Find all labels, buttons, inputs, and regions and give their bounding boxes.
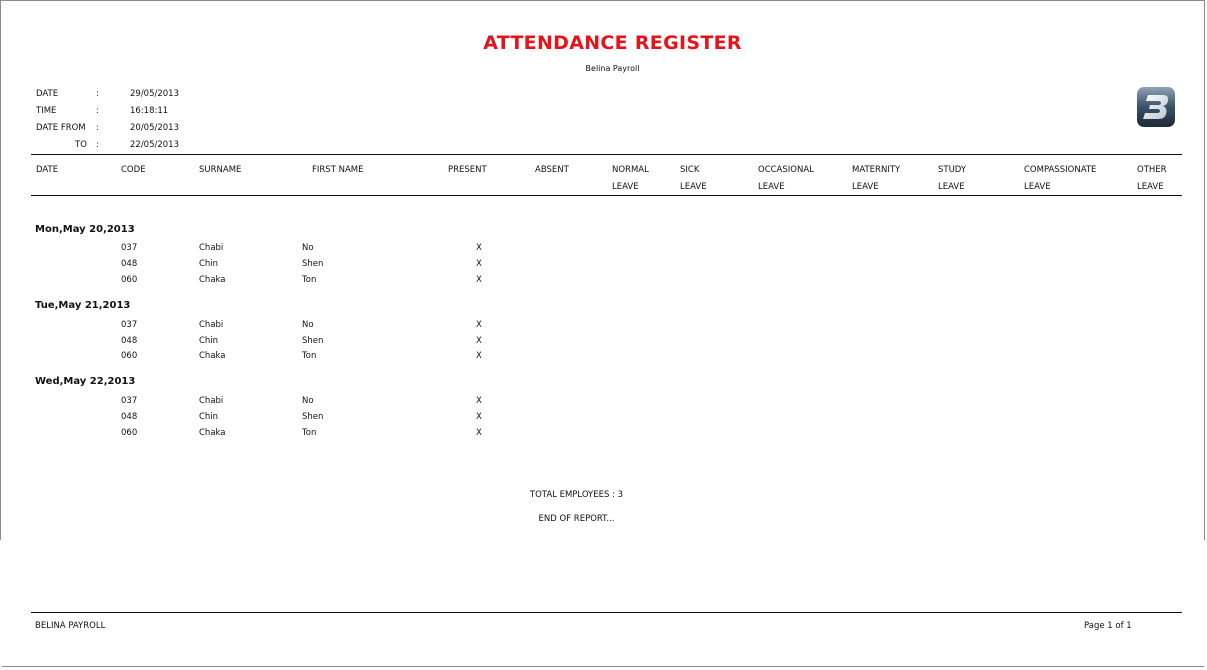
col-other-leave: LEAVE [1137,182,1164,192]
cell-code: 060 [121,351,138,361]
total-employees: TOTAL EMPLOYEES : 3 [529,490,624,500]
cell-code: 048 [121,259,138,269]
meta-date-label: DATE [36,89,59,99]
col-code: CODE [121,165,146,175]
cell-present: X [476,351,482,361]
col-maternity-leave: LEAVE [852,182,879,192]
cell-present: X [476,259,482,269]
meta-from-label: DATE FROM [36,123,86,133]
page-bottom-border [0,666,1207,667]
col-study: STUDY [938,165,967,175]
meta-colon: : [96,106,99,116]
report-subtitle: Belina Payroll [585,64,640,73]
col-present: PRESENT [448,165,487,175]
meta-to-label: TO [75,140,87,150]
day-heading: Mon,May 20,2013 [35,224,135,235]
cell-surname: Chin [199,336,219,346]
report-title: ATTENDANCE REGISTER [483,32,742,54]
meta-time-label: TIME [36,106,57,116]
col-sick: SICK [680,165,700,175]
col-compassionate-leave: LEAVE [1024,182,1051,192]
meta-time-value: 16:18:11 [130,106,169,116]
cell-first-name: No [302,243,314,253]
cell-present: X [476,336,482,346]
cell-surname: Chin [199,412,219,422]
cell-first-name: Ton [302,275,317,285]
col-normal-leave: LEAVE [612,182,639,192]
cell-first-name: Shen [302,259,324,269]
cell-present: X [476,412,482,422]
cell-surname: Chin [199,259,219,269]
end-of-report: END OF REPORT... [538,514,615,524]
col-first-name: FIRST NAME [312,165,364,175]
cell-surname: Chabi [199,320,224,330]
cell-first-name: No [302,396,314,406]
cell-code: 048 [121,336,138,346]
col-sick-leave: LEAVE [680,182,707,192]
meta-colon: : [96,89,99,99]
header-top-rule [31,154,1182,155]
cell-present: X [476,428,482,438]
meta-from-value: 20/05/2013 [130,123,179,133]
col-study-leave: LEAVE [938,182,965,192]
day-heading: Tue,May 21,2013 [35,300,131,311]
meta-to-value: 22/05/2013 [130,140,179,150]
cell-code: 048 [121,412,138,422]
cell-first-name: Ton [302,428,317,438]
col-occasional-leave: LEAVE [758,182,785,192]
cell-surname: Chabi [199,243,224,253]
col-normal: NORMAL [612,165,649,175]
col-date: DATE [36,165,59,175]
cell-first-name: Shen [302,336,324,346]
meta-date-value: 29/05/2013 [130,89,179,99]
col-compassionate: COMPASSIONATE [1024,165,1097,175]
cell-code: 037 [121,243,138,253]
cell-code: 037 [121,320,138,330]
col-absent: ABSENT [535,165,569,175]
cell-present: X [476,243,482,253]
meta-colon: : [96,123,99,133]
cell-present: X [476,320,482,330]
cell-code: 037 [121,396,138,406]
meta-colon: : [96,140,99,150]
page-left-gap [0,540,2,670]
header-bottom-rule [31,195,1182,196]
col-surname: SURNAME [199,165,242,175]
page-number: Page 1 of 1 [1084,621,1132,631]
cell-first-name: Ton [302,351,317,361]
cell-first-name: No [302,320,314,330]
col-other: OTHER [1137,165,1167,175]
day-heading: Wed,May 22,2013 [35,376,136,387]
footer-rule [31,612,1182,613]
cell-surname: Chaka [199,275,226,285]
cell-surname: Chaka [199,428,226,438]
cell-code: 060 [121,428,138,438]
col-occasional: OCCASIONAL [758,165,814,175]
footer-company: BELINA PAYROLL [35,621,106,631]
cell-code: 060 [121,275,138,285]
cell-first-name: Shen [302,412,324,422]
cell-present: X [476,396,482,406]
cell-present: X [476,275,482,285]
col-maternity: MATERNITY [852,165,901,175]
cell-surname: Chabi [199,396,224,406]
cell-surname: Chaka [199,351,226,361]
belina-logo-icon [1136,86,1176,128]
